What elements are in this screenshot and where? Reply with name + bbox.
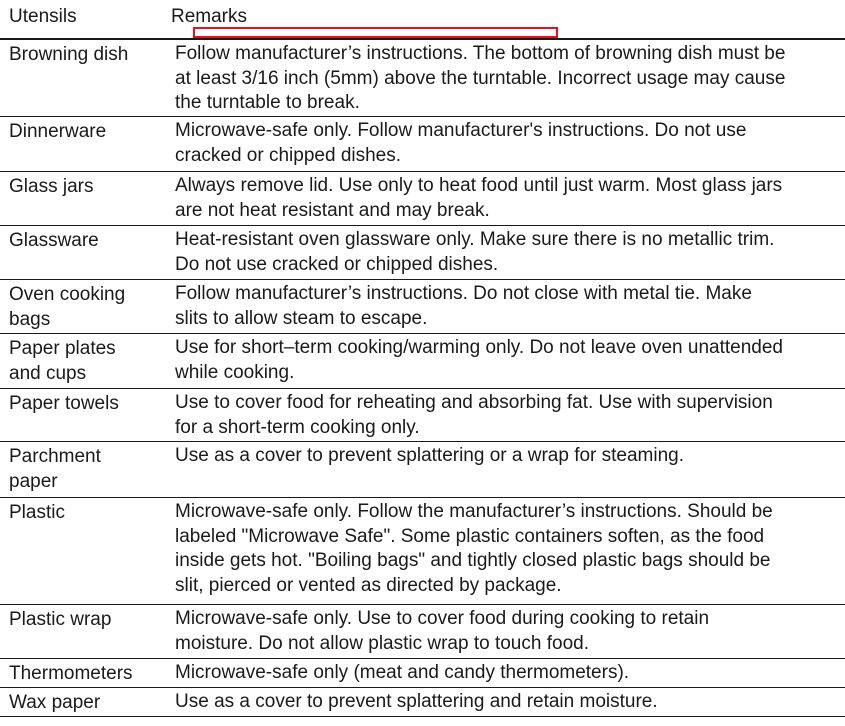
utensil-name [9, 42, 159, 67]
remark-line: Use to cover food for reheating and absorbing fat. Use with supervision [175, 392, 773, 413]
table-header [0, 0, 845, 38]
remark-line: Microwave-safe only. Follow the manufacturer’s instructions. Should be [175, 501, 773, 522]
red-highlight-box [193, 27, 558, 38]
utensil-line: Dinnerware [9, 121, 107, 142]
utensil-line: Plastic wrap [9, 609, 112, 630]
remark-line: Microwave-safe only. Follow manufacturer's instructions. Do not use [175, 120, 747, 141]
remark-line: Use as a cover to prevent splattering or a wrap for steaming. [175, 445, 685, 466]
table-row [0, 605, 845, 659]
utensil-name [9, 500, 159, 525]
remark-text [175, 42, 843, 116]
remark-text [175, 661, 843, 686]
table-row [0, 659, 845, 688]
remark-text [175, 228, 843, 277]
remark-line: Microwave-safe only. Use to cover food during cooking to retain [175, 608, 710, 629]
remark-text [175, 500, 843, 598]
remark-line: the turntable to break. [175, 92, 360, 113]
table-row [0, 226, 845, 280]
utensil-name [9, 607, 159, 632]
remark-line: while cooking. [175, 361, 295, 383]
remark-line: cracked or chipped dishes. [175, 144, 402, 166]
remark-line: labeled "Microwave Safe". Some plastic containers soften, as the food [175, 525, 765, 547]
remark-text [175, 607, 843, 656]
utensil-name [9, 444, 159, 494]
table-row [0, 334, 845, 389]
table-row [0, 498, 845, 605]
utensil-line: and cups [9, 363, 87, 384]
table-row [0, 280, 845, 334]
header-utensils: Utensils [9, 6, 77, 27]
utensil-line: Browning dish [9, 44, 129, 65]
remark-line: are not heat resistant and may break. [175, 199, 490, 221]
remark-text [175, 690, 843, 715]
remark-line: Use for short–term cooking/warming only. Do not leave oven unattended [175, 337, 783, 358]
utensil-line: Plastic [9, 502, 65, 523]
utensil-line: Paper plates [9, 338, 116, 359]
remark-line: slit, pierced or vented as directed by package. [175, 574, 562, 596]
table-row [0, 442, 845, 498]
utensil-name [9, 661, 159, 686]
utensil-name [9, 174, 159, 199]
utensil-line: paper [9, 471, 58, 492]
utensil-name [9, 391, 159, 416]
remark-line: Follow manufacturer’s instructions. Do not close with metal tie. Make [175, 283, 752, 304]
remark-text [175, 282, 843, 331]
remark-line: moisture. Do not allow plastic wrap to touch food. [175, 632, 589, 654]
remark-line: Always remove lid. Use only to heat food until just warm. Most glass jars [175, 175, 783, 196]
utensil-name [9, 119, 159, 144]
utensil-line: Wax paper [9, 692, 101, 713]
utensils-table [0, 40, 845, 717]
table-row [0, 172, 845, 226]
utensil-line: Thermometers [9, 663, 133, 684]
remark-line: Use as a cover to prevent splattering and retain moisture. [175, 691, 658, 712]
table-row [0, 688, 845, 717]
remark-line: Follow manufacturer’s instructions. The bottom of browning dish must be [175, 43, 786, 64]
utensil-line: bags [9, 309, 51, 330]
remark-line: inside gets hot. "Boiling bags" and tightly closed plastic bags should be [175, 550, 771, 571]
utensil-name [9, 690, 159, 715]
remark-text [175, 444, 843, 469]
utensil-line: Glass jars [9, 176, 94, 197]
remark-text [175, 119, 843, 168]
utensil-name [9, 336, 159, 386]
utensil-name [9, 228, 159, 253]
remark-line: Microwave-safe only (meat and candy thermometers). [175, 662, 630, 683]
remark-line: slits to allow steam to escape. [175, 307, 428, 329]
header-remarks: Remarks [171, 6, 248, 27]
table-row [0, 40, 845, 117]
utensil-line: Oven cooking [9, 284, 126, 305]
remark-line: Do not use cracked or chipped dishes. [175, 253, 499, 275]
table-row [0, 389, 845, 442]
remark-text [175, 391, 843, 440]
remark-text [175, 336, 843, 385]
utensil-line: Glassware [9, 230, 99, 251]
remark-line: at least 3/16 inch (5mm) above the turntable. Incorrect usage may cause [175, 67, 786, 89]
remark-line: for a short-term cooking only. [175, 416, 420, 438]
utensil-line: Parchment [9, 446, 101, 467]
table-row [0, 117, 845, 172]
utensil-name [9, 282, 159, 332]
utensil-line: Paper towels [9, 393, 119, 414]
remark-text [175, 174, 843, 223]
remark-line: Heat-resistant oven glassware only. Make sure there is no metallic trim. [175, 229, 775, 250]
